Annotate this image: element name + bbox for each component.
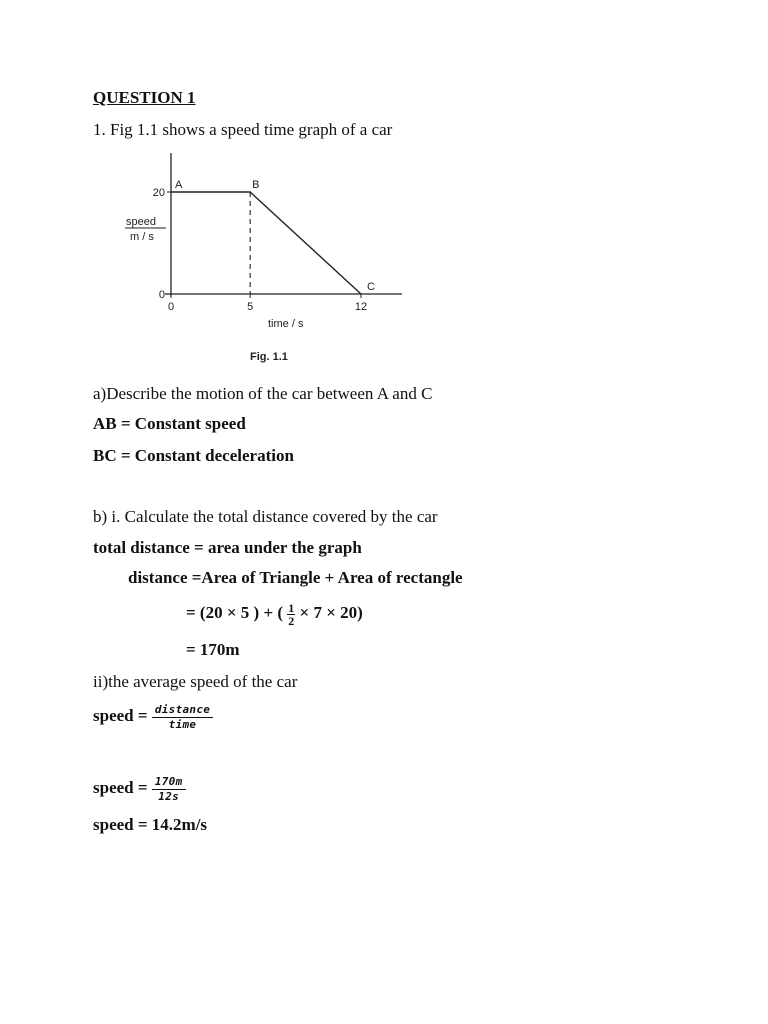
- speed-formula: [93, 698, 213, 734]
- part-b-question: b) i. Calculate the total distance covered by the car: [93, 507, 438, 526]
- half-denominator: 2: [288, 613, 295, 628]
- x-tick-label: 0: [167, 301, 175, 313]
- distance-area-line: distance =Area of Triangle + Area of rectangle: [128, 568, 463, 587]
- part-b-ii-question: ii)the average speed of the car: [93, 672, 298, 691]
- answer-ab: AB = Constant speed: [93, 414, 246, 433]
- y-label-units: m / s: [130, 231, 154, 243]
- graph-axes: [165, 153, 402, 296]
- speed-label-1: speed =: [93, 706, 148, 725]
- y-label-speed: speed: [126, 216, 156, 228]
- final-speed: speed = 14.2m/s: [93, 815, 208, 834]
- point-label-B: B: [252, 179, 260, 191]
- x-tick-label: 5: [247, 301, 254, 313]
- 170m-over-12s-fraction: [152, 776, 186, 803]
- fraction-170m: 170m: [152, 776, 186, 790]
- figure-caption: Fig. 1.1: [250, 351, 288, 363]
- point-label-A: A: [175, 179, 183, 191]
- speed-substitution: [93, 770, 186, 806]
- calc-suffix: × 7 × 20): [299, 603, 363, 622]
- speed-label-2: speed =: [93, 778, 148, 797]
- point-label-C: C: [367, 281, 375, 293]
- half-fraction: [287, 602, 295, 627]
- calc-prefix: = (20 × 5 ) + (: [186, 603, 284, 622]
- y-tick-label: 20: [152, 187, 165, 199]
- distance-over-time-fraction: [152, 704, 213, 731]
- half-numerator: 1: [288, 600, 295, 615]
- speed-series-line: [171, 192, 361, 294]
- speed-time-graph: [118, 148, 418, 373]
- distance-result: = 170m: [186, 640, 240, 659]
- part-a-question: a)Describe the motion of the car between A and C: [93, 384, 433, 403]
- fraction-12s: 12s: [158, 789, 180, 803]
- question-intro: 1. Fig 1.1 shows a speed time graph of a car: [93, 120, 393, 139]
- x-axis-label: time / s: [268, 318, 304, 330]
- fraction-distance: distance: [152, 704, 213, 718]
- x-tick-label: 12: [354, 301, 368, 313]
- graph-point-labels: [175, 179, 375, 293]
- calculation-line: [186, 598, 363, 628]
- fraction-time: time: [168, 717, 197, 731]
- question-title: QUESTION 1: [93, 88, 196, 107]
- total-distance-line: total distance = area under the graph: [93, 538, 362, 557]
- answer-bc: BC = Constant deceleration: [93, 446, 294, 465]
- y-tick-label: 0: [158, 289, 165, 301]
